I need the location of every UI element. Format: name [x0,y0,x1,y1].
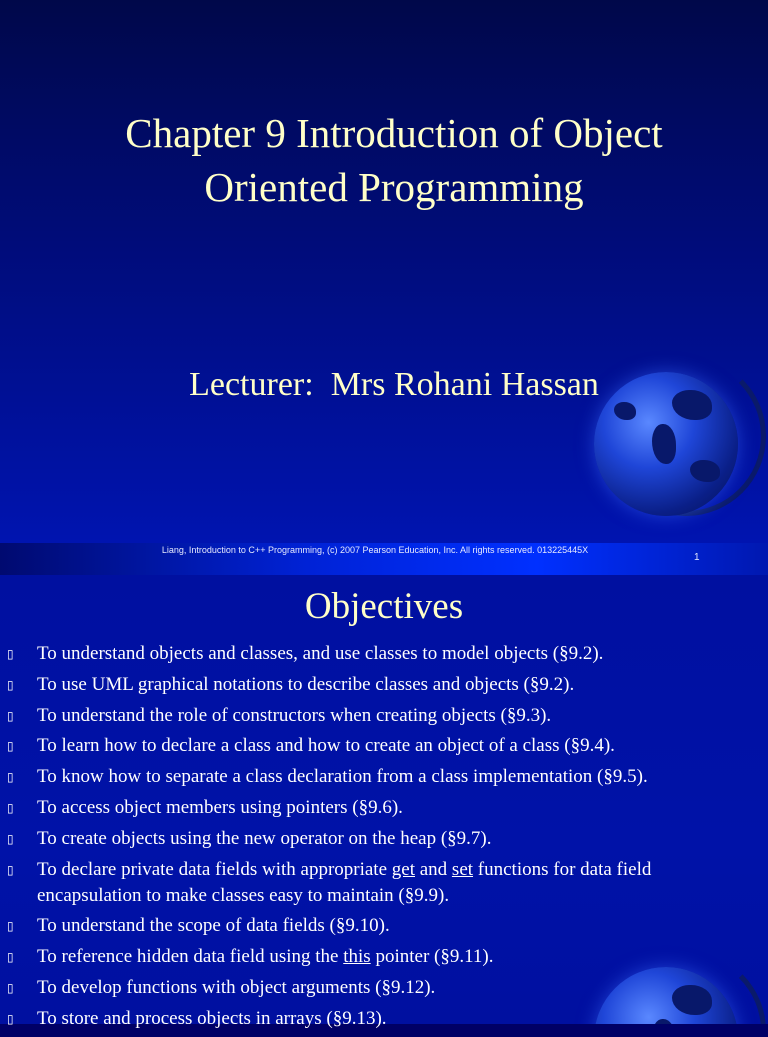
bullet-icon: ▯ [7,770,14,785]
objective-item: ▯ To understand objects and classes, and use classes to model objects (§9.2). [0,641,768,667]
objectives-list [0,641,768,1037]
bullet-icon: ▯ [7,950,14,965]
bullet-icon: ▯ [7,739,14,754]
footer-copyright: Liang, Introduction to C++ Programming, (c) 2007 Pearson Education, Inc. All rights reserved. 013225445X [161,545,589,555]
objective-item: ▯ To understand the role of constructors when creating objects (§9.3). [0,703,768,729]
objectives-title: Objectives [304,586,464,627]
objective-item: ▯ To understand the scope of data fields (§9.10). [0,913,768,939]
set-keyword: set [451,858,474,880]
this-keyword: this [343,946,371,968]
bullet-icon: ▯ [7,980,14,995]
slide-title: Chapter 9 Introduction of Object Oriented Programming [125,110,663,210]
bullet-icon: ▯ [7,708,14,723]
lecturer-name: Lecturer: Mrs Rohani Hassan [189,366,599,403]
bullet-icon: ▯ [7,1011,14,1026]
objective-item: ▯ To learn how to declare a class and how to create an object of a class (§9.4). [0,733,768,759]
get-keyword: get [391,858,415,880]
bullet-icon: ▯ [7,919,14,934]
page-number: 1 [694,552,700,563]
bullet-icon: ▯ [7,647,14,661]
objective-item: ▯ To store and process objects in arrays (§9.13). [0,1006,768,1032]
objective-item: ▯ To know how to separate a class declaration from a class implementation (§9.5). [0,764,768,790]
bullet-icon: ▯ [7,677,14,692]
globe-icon [594,372,738,516]
bullet-icon: ▯ [7,800,14,815]
objective-item: ▯ To access object members using pointers (§9.6). [0,795,768,821]
objective-item: ▯ To declare private data fields with appropriate get and set functions for data field encapsulation to make classes easy to maintain (§9.9). [7,858,652,906]
objective-item: ▯ To reference hidden data field using the this pointer (§9.11). [0,944,768,970]
objective-item: ▯ To create objects using the new operator on the heap (§9.7). [0,826,768,852]
bullet-icon: ▯ [7,862,14,877]
bullet-icon: ▯ [7,831,14,846]
objective-item: ▯ To develop functions with object arguments (§9.12). [0,975,768,1001]
objective-item: ▯ To use UML graphical notations to describe classes and objects (§9.2). [0,672,768,698]
